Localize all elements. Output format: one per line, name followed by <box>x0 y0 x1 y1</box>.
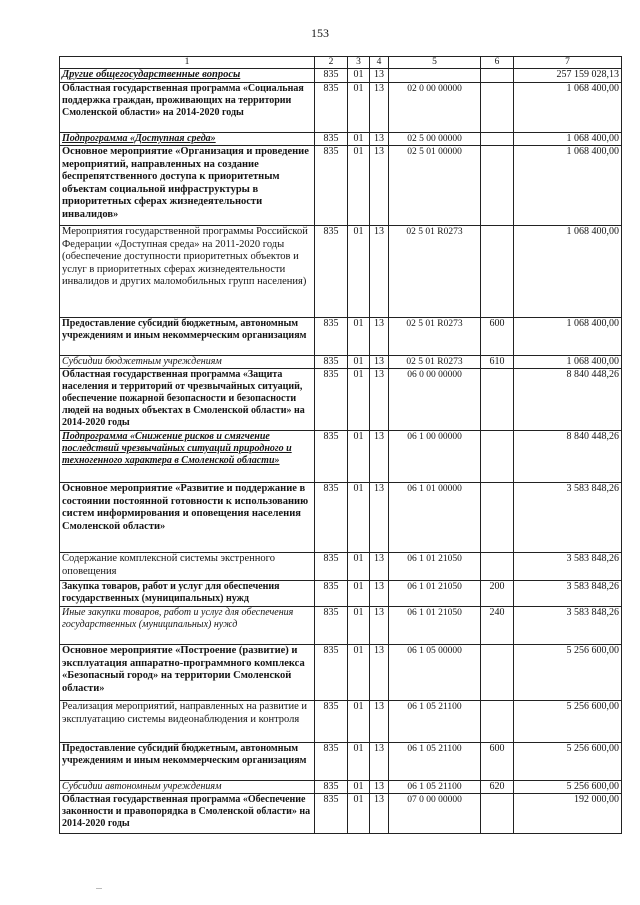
row-expense-type-cell <box>481 146 514 226</box>
row-target-article-cell: 02 5 01 R0273 <box>389 318 481 356</box>
row-subsection-cell: 13 <box>370 226 389 318</box>
row-amount-cell: 1 068 400,00 <box>514 356 622 369</box>
row-expense-type-cell: 240 <box>481 607 514 645</box>
row-amount-cell: 1 068 400,00 <box>514 83 622 133</box>
row-target-article-cell: 06 1 01 21050 <box>389 581 481 607</box>
row-code-cell: 835 <box>315 226 348 318</box>
row-name-cell: Основное мероприятие «Организация и проведение мероприятий, направленных на создание беспрепятственного доступа к приоритетным объектам социальной инфраструктуры в приоритетных сферах жизнедеятельности инвалидов» <box>60 146 315 226</box>
row-code-cell: 835 <box>315 607 348 645</box>
header-cell-7: 7 <box>514 57 622 69</box>
row-code-cell: 835 <box>315 133 348 146</box>
row-amount-cell: 3 583 848,26 <box>514 553 622 581</box>
table-row <box>60 607 622 645</box>
row-code-cell: 835 <box>315 701 348 743</box>
row-section-cell: 01 <box>348 483 370 553</box>
row-expense-type-cell <box>481 701 514 743</box>
header-cell-6: 6 <box>481 57 514 69</box>
row-subsection-cell: 13 <box>370 483 389 553</box>
header-cell-2: 2 <box>315 57 348 69</box>
row-target-article-cell: 02 5 01 R0273 <box>389 356 481 369</box>
row-amount-cell: 5 256 600,00 <box>514 701 622 743</box>
table-row <box>60 581 622 607</box>
row-section-cell: 01 <box>348 133 370 146</box>
row-amount-cell: 1 068 400,00 <box>514 133 622 146</box>
row-subsection-cell: 13 <box>370 743 389 781</box>
row-name-cell: Подпрограмма «Доступная среда» <box>60 133 315 146</box>
header-cell-3: 3 <box>348 57 370 69</box>
row-expense-type-cell: 200 <box>481 581 514 607</box>
row-code-cell: 835 <box>315 369 348 431</box>
row-section-cell: 01 <box>348 553 370 581</box>
row-subsection-cell: 13 <box>370 781 389 794</box>
row-code-cell: 835 <box>315 781 348 794</box>
table-row <box>60 146 622 226</box>
row-name-cell: Областная государственная программа «Защита населения и территорий от чрезвычайных ситуаций, обеспечение пожарной безопасности и безопасности людей на водных объектах в Смоленской области» на 2014-2020 годы <box>60 369 315 431</box>
table-row <box>60 743 622 781</box>
row-target-article-cell: 02 5 01 00000 <box>389 146 481 226</box>
row-amount-cell: 5 256 600,00 <box>514 781 622 794</box>
table-header-row <box>60 57 622 69</box>
header-cell-5: 5 <box>389 57 481 69</box>
table-row <box>60 701 622 743</box>
row-subsection-cell: 13 <box>370 369 389 431</box>
table-row <box>60 431 622 483</box>
row-amount-cell: 8 840 448,26 <box>514 431 622 483</box>
table-row <box>60 83 622 133</box>
row-target-article-cell: 06 1 00 00000 <box>389 431 481 483</box>
row-target-article-cell: 06 1 05 21100 <box>389 701 481 743</box>
table-row <box>60 794 622 834</box>
table-body <box>60 57 622 834</box>
row-section-cell: 01 <box>348 581 370 607</box>
row-target-article-cell: 06 1 01 00000 <box>389 483 481 553</box>
row-expense-type-cell <box>481 69 514 83</box>
row-section-cell: 01 <box>348 369 370 431</box>
row-subsection-cell: 13 <box>370 146 389 226</box>
table-row <box>60 69 622 83</box>
row-subsection-cell: 13 <box>370 607 389 645</box>
row-code-cell: 835 <box>315 356 348 369</box>
row-name-cell: Предоставление субсидий бюджетным, автономным учреждениям и иным некоммерческим организациям <box>60 743 315 781</box>
row-subsection-cell: 13 <box>370 133 389 146</box>
row-amount-cell: 1 068 400,00 <box>514 226 622 318</box>
row-expense-type-cell <box>481 226 514 318</box>
table-row <box>60 318 622 356</box>
table-row <box>60 356 622 369</box>
table-row <box>60 645 622 701</box>
page-number: 153 <box>311 26 329 40</box>
row-subsection-cell: 13 <box>370 553 389 581</box>
row-name-cell: Реализация мероприятий, направленных на развитие и эксплуатацию системы видеонаблюдения и контроля <box>60 701 315 743</box>
row-section-cell: 01 <box>348 356 370 369</box>
row-code-cell: 835 <box>315 146 348 226</box>
row-name-cell: Закупка товаров, работ и услуг для обеспечения государственных (муниципальных) нужд <box>60 581 315 607</box>
row-expense-type-cell <box>481 369 514 431</box>
row-code-cell: 835 <box>315 69 348 83</box>
row-amount-cell: 3 583 848,26 <box>514 581 622 607</box>
row-name-cell: Субсидии автономным учреждениям <box>60 781 315 794</box>
row-subsection-cell: 13 <box>370 645 389 701</box>
row-name-cell: Основное мероприятие «Развитие и поддержание в состоянии постоянной готовности к использованию систем информирования и оповещения населения Смоленской области» <box>60 483 315 553</box>
row-expense-type-cell: 600 <box>481 318 514 356</box>
row-code-cell: 835 <box>315 645 348 701</box>
row-subsection-cell: 13 <box>370 431 389 483</box>
row-target-article-cell: 02 0 00 00000 <box>389 83 481 133</box>
row-code-cell: 835 <box>315 431 348 483</box>
row-target-article-cell: 06 1 05 21100 <box>389 743 481 781</box>
row-expense-type-cell: 610 <box>481 356 514 369</box>
row-name-cell: Областная государственная программа «Обеспечение законности и правопорядка в Смоленской области» на 2014-2020 годы <box>60 794 315 834</box>
row-subsection-cell: 13 <box>370 794 389 834</box>
row-amount-cell: 3 583 848,26 <box>514 483 622 553</box>
header-cell-4: 4 <box>370 57 389 69</box>
row-expense-type-cell <box>481 133 514 146</box>
row-target-article-cell: 02 5 00 00000 <box>389 133 481 146</box>
row-target-article-cell: 06 1 01 21050 <box>389 553 481 581</box>
row-expense-type-cell: 600 <box>481 743 514 781</box>
row-name-cell: Основное мероприятие «Построение (развитие) и эксплуатация аппаратно-программного комплекса «Безопасный город» на территории Смоленской области» <box>60 645 315 701</box>
row-expense-type-cell <box>481 83 514 133</box>
table-row <box>60 781 622 794</box>
row-code-cell: 835 <box>315 581 348 607</box>
row-target-article-cell <box>389 69 481 83</box>
row-name-cell: Субсидии бюджетным учреждениям <box>60 356 315 369</box>
table-row <box>60 553 622 581</box>
table-row <box>60 483 622 553</box>
row-expense-type-cell <box>481 483 514 553</box>
row-target-article-cell: 06 0 00 00000 <box>389 369 481 431</box>
row-name-cell: Другие общегосударственные вопросы <box>60 69 315 83</box>
row-code-cell: 835 <box>315 483 348 553</box>
row-section-cell: 01 <box>348 226 370 318</box>
row-section-cell: 01 <box>348 69 370 83</box>
row-amount-cell: 192 000,00 <box>514 794 622 834</box>
table-row <box>60 369 622 431</box>
row-amount-cell: 3 583 848,26 <box>514 607 622 645</box>
scan-mark <box>96 888 102 889</box>
table-row <box>60 133 622 146</box>
table-row <box>60 226 622 318</box>
budget-table <box>59 56 622 834</box>
row-target-article-cell: 06 1 05 21100 <box>389 781 481 794</box>
row-name-cell: Иные закупки товаров, работ и услуг для обеспечения государственных (муниципальных) нужд <box>60 607 315 645</box>
row-expense-type-cell <box>481 431 514 483</box>
row-amount-cell: 1 068 400,00 <box>514 318 622 356</box>
row-subsection-cell: 13 <box>370 356 389 369</box>
row-subsection-cell: 13 <box>370 318 389 356</box>
row-subsection-cell: 13 <box>370 69 389 83</box>
row-code-cell: 835 <box>315 553 348 581</box>
row-amount-cell: 1 068 400,00 <box>514 146 622 226</box>
row-section-cell: 01 <box>348 431 370 483</box>
row-code-cell: 835 <box>315 743 348 781</box>
row-section-cell: 01 <box>348 607 370 645</box>
row-target-article-cell: 06 1 05 00000 <box>389 645 481 701</box>
row-subsection-cell: 13 <box>370 581 389 607</box>
header-cell-1: 1 <box>60 57 315 69</box>
row-name-cell: Мероприятия государственной программы Российской Федерации «Доступная среда» на 2011-2020 годы (обеспечение доступности приоритетных объектов и услуг в приоритетных сферах жизнедеятельности инвалидов и других маломобильных групп населения) <box>60 226 315 318</box>
row-section-cell: 01 <box>348 701 370 743</box>
row-amount-cell: 5 256 600,00 <box>514 645 622 701</box>
row-expense-type-cell <box>481 794 514 834</box>
row-target-article-cell: 07 0 00 00000 <box>389 794 481 834</box>
row-name-cell: Областная государственная программа «Социальная поддержка граждан, проживающих на территории Смоленской области» на 2014-2020 годы <box>60 83 315 133</box>
row-section-cell: 01 <box>348 794 370 834</box>
row-expense-type-cell <box>481 553 514 581</box>
row-code-cell: 835 <box>315 318 348 356</box>
row-section-cell: 01 <box>348 318 370 356</box>
row-section-cell: 01 <box>348 645 370 701</box>
row-section-cell: 01 <box>348 146 370 226</box>
row-target-article-cell: 02 5 01 R0273 <box>389 226 481 318</box>
row-amount-cell: 257 159 028,13 <box>514 69 622 83</box>
row-target-article-cell: 06 1 01 21050 <box>389 607 481 645</box>
row-code-cell: 835 <box>315 83 348 133</box>
row-expense-type-cell <box>481 645 514 701</box>
row-name-cell: Подпрограмма «Снижение рисков и смягчение последствий чрезвычайных ситуаций природного и техногенного характера в Смоленской области» <box>60 431 315 483</box>
row-name-cell: Предоставление субсидий бюджетным, автономным учреждениям и иным некоммерческим организациям <box>60 318 315 356</box>
row-amount-cell: 5 256 600,00 <box>514 743 622 781</box>
row-section-cell: 01 <box>348 83 370 133</box>
row-expense-type-cell: 620 <box>481 781 514 794</box>
row-subsection-cell: 13 <box>370 83 389 133</box>
row-subsection-cell: 13 <box>370 701 389 743</box>
row-amount-cell: 8 840 448,26 <box>514 369 622 431</box>
row-section-cell: 01 <box>348 743 370 781</box>
row-section-cell: 01 <box>348 781 370 794</box>
row-code-cell: 835 <box>315 794 348 834</box>
row-name-cell: Содержание комплексной системы экстренного оповещения <box>60 553 315 581</box>
